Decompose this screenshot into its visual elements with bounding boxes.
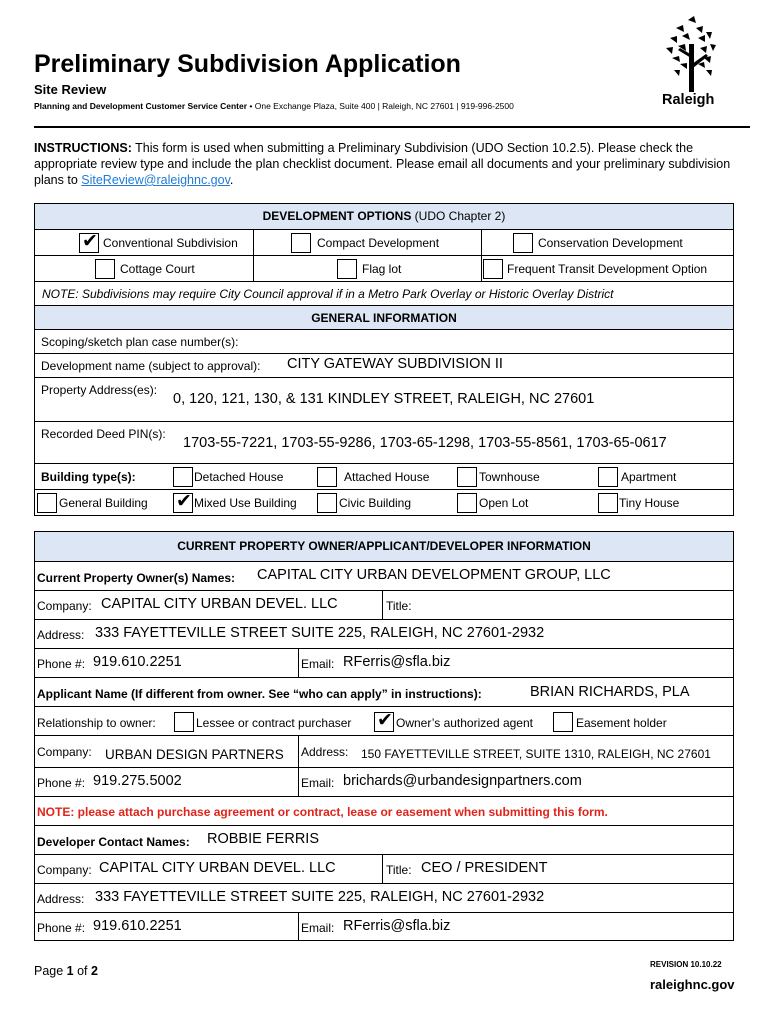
- owner-phone-label: Phone #:: [37, 657, 86, 671]
- applicant-phone-email-row: [35, 767, 733, 796]
- instructions-end: .: [229, 173, 234, 187]
- check-mark-icon: ✔: [82, 231, 98, 252]
- owner-company-row: [35, 590, 733, 619]
- developer-phone-label: Phone #:: [37, 921, 86, 935]
- developer-address-label: Address:: [37, 892, 85, 906]
- option-conservation-development-label: Conservation Development: [538, 236, 683, 250]
- applicant-address-value[interactable]: 150 FAYETTEVILLE STREET, SUITE 1310, RALEIGH, NC 27601: [361, 747, 711, 761]
- owner-info-header: CURRENT PROPERTY OWNER/APPLICANT/DEVELOPER INFORMATION: [35, 532, 733, 561]
- developer-names-label: Developer Contact Names:: [37, 835, 190, 849]
- developer-phone-value[interactable]: 919.610.2251: [93, 918, 182, 934]
- applicant-name-value[interactable]: BRIAN RICHARDS, PLA: [530, 684, 690, 700]
- development-name-label: Development name (subject to approval):: [41, 359, 261, 373]
- header-divider: [34, 126, 750, 128]
- owner-names-label: Current Property Owner(s) Names:: [37, 571, 236, 585]
- applicant-email-value[interactable]: brichards@urbandesignpartners.com: [343, 773, 582, 789]
- option-conservation-development-checkbox[interactable]: [513, 233, 533, 253]
- developer-company-label: Company:: [37, 863, 92, 877]
- option-cottage-court-checkbox[interactable]: [95, 259, 115, 279]
- property-address-value[interactable]: 0, 120, 121, 130, & 131 KINDLEY STREET, RALEIGH, NC 27601: [173, 391, 595, 407]
- building-civic-building-checkbox[interactable]: [317, 493, 337, 513]
- owner-email-label: Email:: [301, 657, 335, 671]
- owner-company-value[interactable]: CAPITAL CITY URBAN DEVEL. LLC: [101, 596, 338, 612]
- scoping-label: Scoping/sketch plan case number(s):: [41, 335, 239, 349]
- applicant-address-label: Address:: [301, 745, 349, 759]
- development-options-note: NOTE: Subdivisions may require City Council approval if in a Metro Park Overlay or Historic Overlay District: [42, 287, 614, 301]
- raleigh-logo-text: Raleigh: [662, 92, 715, 108]
- owner-phone-value[interactable]: 919.610.2251: [93, 654, 182, 670]
- developer-company-row: [35, 854, 733, 883]
- developer-title-value[interactable]: CEO / PRESIDENT: [421, 860, 548, 876]
- building-mixed-use-checkbox[interactable]: [173, 493, 193, 513]
- page-number: [34, 964, 98, 978]
- developer-address-value[interactable]: 333 FAYETTEVILLE STREET SUITE 225, RALEIGH, NC 27601-2932: [95, 889, 545, 905]
- page-current: 1: [66, 964, 74, 978]
- option-flag-lot-checkbox[interactable]: [337, 259, 357, 279]
- applicant-name-row: [35, 677, 733, 706]
- applicant-company-value[interactable]: URBAN DESIGN PARTNERS: [105, 747, 284, 762]
- scoping-row: [35, 329, 733, 353]
- relationship-label: Relationship to owner:: [37, 716, 156, 730]
- applicant-attachment-note: NOTE: please attach purchase agreement or contract, lease or easement when submitting this form.: [37, 805, 608, 819]
- development-name-row: [35, 353, 733, 377]
- applicant-phone-value[interactable]: 919.275.5002: [93, 773, 182, 789]
- owner-email-value[interactable]: RFerris@sfla.biz: [343, 654, 451, 670]
- building-open-lot-label: Open Lot: [479, 496, 529, 510]
- owner-address-row: [35, 619, 733, 648]
- building-detached-house-checkbox[interactable]: [173, 467, 193, 487]
- building-tiny-house-label: Tiny House: [619, 496, 680, 510]
- option-conventional-subdivision-label: Conventional Subdivision: [103, 236, 238, 250]
- building-open-lot-checkbox[interactable]: [457, 493, 477, 513]
- option-frequent-transit-checkbox[interactable]: [483, 259, 503, 279]
- deed-pin-row: [35, 421, 733, 463]
- applicant-name-label: Applicant Name (If different from owner. See “who can apply” in instructions):: [37, 687, 482, 701]
- relationship-lessee-checkbox[interactable]: [174, 712, 194, 732]
- developer-title-label: Title:: [386, 863, 412, 877]
- page-prefix: Page: [34, 964, 67, 978]
- building-general-building-label: General Building: [59, 496, 148, 510]
- applicant-phone-label: Phone #:: [37, 776, 86, 790]
- instructions-lead: INSTRUCTIONS:: [34, 141, 132, 155]
- site-url: raleighnc.gov: [650, 977, 735, 992]
- owner-applicant-developer-table: [34, 531, 734, 941]
- instructions-paragraph: [34, 140, 734, 188]
- relationship-lessee-label: Lessee or contract purchaser: [196, 716, 352, 730]
- owner-title-label: Title:: [386, 599, 412, 613]
- owner-names-row: [35, 561, 733, 590]
- instructions-text: This form is used when submitting a Preliminary Subdivision (UDO Section 10.2.5). Please check the appropriate review type and include the plan checklist document. Please email all documents and your preliminary subdivision plans to: [34, 141, 731, 187]
- developer-names-row: [35, 825, 733, 854]
- relationship-authorized-agent-label: Owner’s authorized agent: [396, 716, 533, 730]
- owner-address-label: Address:: [37, 628, 85, 642]
- owner-address-value[interactable]: 333 FAYETTEVILLE STREET SUITE 225, RALEIGH, NC 27601-2932: [95, 625, 545, 641]
- relationship-easement-holder-checkbox[interactable]: [553, 712, 573, 732]
- revision-label: REVISION 10.10.22: [650, 960, 722, 969]
- development-name-value[interactable]: CITY GATEWAY SUBDIVISION II: [287, 356, 503, 372]
- building-general-building-checkbox[interactable]: [37, 493, 57, 513]
- building-civic-building-label: Civic Building: [339, 496, 412, 510]
- page-title: Preliminary Subdivision Application: [34, 50, 461, 78]
- development-options-header: [35, 204, 733, 229]
- building-townhouse-checkbox[interactable]: [457, 467, 477, 487]
- developer-email-label: Email:: [301, 921, 335, 935]
- owner-phone-email-row: [35, 648, 733, 677]
- deed-pin-value[interactable]: 1703-55-7221, 1703-55-9286, 1703-65-1298, 1703-55-8561, 1703-65-0617: [183, 435, 667, 451]
- building-apartment-checkbox[interactable]: [598, 467, 618, 487]
- owner-names-value[interactable]: CAPITAL CITY URBAN DEVELOPMENT GROUP, LLC: [257, 567, 611, 583]
- relationship-row: [35, 706, 733, 735]
- building-types-row-1: [35, 463, 733, 489]
- building-mixed-use-label: Mixed Use Building: [194, 496, 297, 510]
- property-address-label: Property Address(es):: [41, 383, 158, 397]
- check-mark-icon: ✔: [176, 491, 192, 512]
- option-flag-lot-label: Flag lot: [362, 262, 402, 276]
- option-cottage-court-label: Cottage Court: [120, 262, 195, 276]
- building-attached-house-label: Attached House: [344, 470, 430, 484]
- building-detached-house-label: Detached House: [194, 470, 284, 484]
- development-options-row-1: [35, 229, 733, 255]
- owner-company-label: Company:: [37, 599, 92, 613]
- option-conventional-subdivision-checkbox[interactable]: [79, 233, 99, 253]
- developer-email-value[interactable]: RFerris@sfla.biz: [343, 918, 451, 934]
- developer-address-row: [35, 883, 733, 912]
- developer-names-value[interactable]: ROBBIE FERRIS: [207, 831, 319, 847]
- center-address: • One Exchange Plaza, Suite 400 | Raleigh, NC 27601 | 919-996-2500: [247, 101, 514, 111]
- building-types-row-2: [35, 489, 733, 515]
- building-tiny-house-checkbox[interactable]: [598, 493, 618, 513]
- relationship-authorized-agent-checkbox[interactable]: [374, 712, 394, 732]
- development-options-heading-chapter: (UDO Chapter 2): [411, 209, 506, 223]
- building-apartment-label: Apartment: [621, 470, 677, 484]
- deed-pin-label: Recorded Deed PIN(s):: [41, 427, 166, 441]
- development-general-table: [34, 203, 734, 516]
- developer-phone-email-row: [35, 912, 733, 940]
- applicant-email-label: Email:: [301, 776, 335, 790]
- page-total: 2: [91, 964, 98, 978]
- site-review-email-link[interactable]: SiteReview@raleighnc.gov: [81, 173, 230, 187]
- option-compact-development-label: Compact Development: [317, 236, 440, 250]
- page-of: of: [73, 964, 91, 978]
- building-types-label: Building type(s):: [41, 470, 136, 484]
- page-subtitle: Site Review: [34, 82, 107, 97]
- general-information-header: GENERAL INFORMATION: [35, 305, 733, 329]
- check-mark-icon: ✔: [377, 710, 393, 731]
- development-options-row-2: [35, 255, 733, 281]
- developer-company-value[interactable]: CAPITAL CITY URBAN DEVEL. LLC: [99, 860, 336, 876]
- property-address-row: [35, 377, 733, 421]
- applicant-company-label: Company:: [37, 745, 92, 759]
- applicant-company-row: [35, 735, 733, 767]
- relationship-easement-holder-label: Easement holder: [576, 716, 667, 730]
- building-attached-house-checkbox[interactable]: [317, 467, 337, 487]
- center-name: Planning and Development Customer Service Center: [34, 101, 248, 111]
- option-frequent-transit-label: Frequent Transit Development Option: [507, 262, 708, 276]
- development-options-note-row: [35, 281, 733, 305]
- option-compact-development-checkbox[interactable]: [291, 233, 311, 253]
- building-townhouse-label: Townhouse: [479, 470, 540, 484]
- applicant-note-row: [35, 796, 733, 825]
- development-options-heading: DEVELOPMENT OPTIONS: [262, 209, 412, 223]
- center-address-line: [34, 101, 514, 111]
